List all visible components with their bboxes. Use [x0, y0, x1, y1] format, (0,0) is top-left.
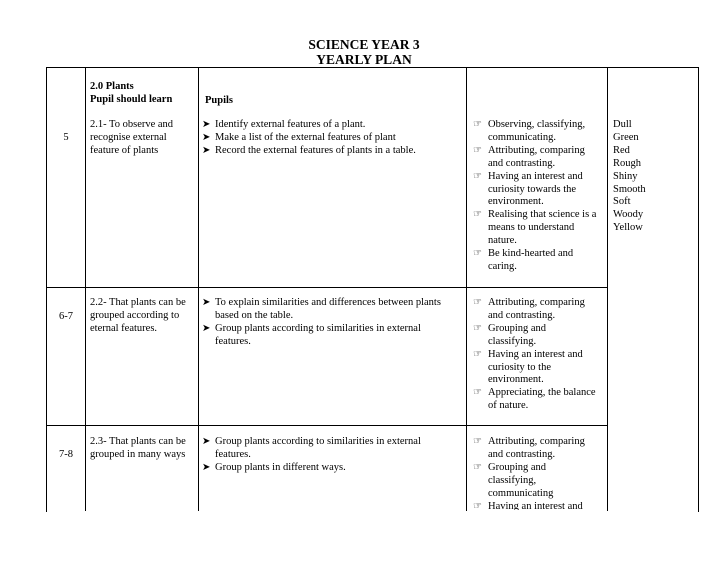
- arrow-bullet-icon: ➤: [202, 119, 211, 130]
- learning-objective: [90, 119, 196, 158]
- objective-line: 2.3- That plants can be: [90, 436, 186, 447]
- activity-item: ➤ Group plants in different ways.: [202, 461, 346, 473]
- skills-cell: [468, 436, 608, 510]
- skill-item: ☞ Be kind-hearted and caring.: [473, 248, 574, 272]
- arrow-bullet-icon: ➤: [202, 461, 211, 473]
- skill-item: ☞ Attributing, comparing and contrasting.: [473, 144, 585, 169]
- theme-heading: 2.0 Plants: [90, 81, 134, 92]
- objective-line: recognise external: [90, 131, 167, 143]
- learning-objective: [90, 297, 196, 336]
- skill-item: ☞ Observing, classifying, communicating.: [473, 119, 586, 143]
- vocabulary-cell: [613, 119, 693, 235]
- activities-cell: [201, 119, 463, 158]
- vocabulary-word: Shiny: [613, 170, 638, 182]
- activities-cell: [201, 297, 463, 349]
- skill-item: ☞ Grouping and classifying, communicating: [473, 461, 554, 499]
- skill-item: ☞ Attributing, comparing and contrasting.: [473, 436, 585, 460]
- column-divider: [85, 67, 86, 511]
- vocabulary-word: Red: [613, 144, 630, 156]
- activity-item: ➤ Group plants according to similarities in external features.: [202, 436, 421, 460]
- pointing-hand-icon: ☞: [473, 322, 482, 334]
- activity-item: ➤ Identify external features of a plant.: [202, 119, 366, 130]
- skill-item: ☞ Realising that science is a means to understand nature.: [473, 209, 597, 247]
- skill-item: ☞ Having an interest and curiosity to the environment.: [473, 348, 583, 386]
- objective-line: 2.2- That plants can be: [90, 297, 186, 308]
- activity-item: ➤ To explain similarities and differences between plants based on the table.: [202, 297, 441, 321]
- skills-cell: [468, 119, 608, 274]
- vocabulary-word: Rough: [613, 157, 642, 169]
- skill-item: ☞ Appreciating, the balance of nature.: [473, 387, 596, 412]
- skill-item: ☞ Having an interest and curiosity towards the environment.: [473, 170, 583, 208]
- activity-item: ➤ Group plants according to similarities in external features.: [202, 322, 421, 347]
- vocabulary-word: Smooth: [613, 183, 646, 195]
- pointing-hand-icon: ☞: [473, 144, 482, 156]
- week-cell: 5: [63, 132, 69, 143]
- learn-heading: Pupil should learn: [90, 94, 173, 105]
- activities-cell: [201, 436, 463, 475]
- vocabulary-word: Green: [613, 131, 639, 143]
- pointing-hand-icon: ☞: [473, 248, 482, 260]
- pointing-hand-icon: ☞: [473, 170, 482, 182]
- title-line-1: SCIENCE YEAR 3: [308, 37, 420, 52]
- vocabulary-word: Soft: [613, 196, 631, 208]
- objective-line: feature of plants: [90, 144, 159, 156]
- vocabulary-word: Yellow: [613, 222, 643, 234]
- arrow-bullet-icon: ➤: [202, 131, 211, 143]
- pointing-hand-icon: ☞: [473, 461, 482, 473]
- pointing-hand-icon: ☞: [473, 297, 482, 308]
- arrow-bullet-icon: ➤: [202, 322, 211, 334]
- pointing-hand-icon: ☞: [473, 119, 482, 130]
- learning-objective: [90, 436, 196, 462]
- pointing-hand-icon: ☞: [473, 436, 482, 447]
- skill-item: ☞ Grouping and classifying.: [473, 322, 547, 347]
- activity-item: ➤ Make a list of the external features of plant: [202, 131, 396, 143]
- pointing-hand-icon: ☞: [473, 500, 482, 510]
- column-divider: [466, 67, 467, 511]
- objective-line: grouped in many ways: [90, 448, 186, 460]
- pointing-hand-icon: ☞: [473, 387, 482, 399]
- skill-item: ☞ Attributing, comparing and contrasting.: [473, 297, 585, 321]
- skills-cell: [468, 297, 608, 413]
- arrow-bullet-icon: ➤: [202, 144, 211, 156]
- row-divider: [46, 425, 608, 426]
- column-divider: [198, 67, 199, 511]
- arrow-bullet-icon: ➤: [202, 436, 211, 447]
- objective-line: grouped according to: [90, 309, 180, 321]
- skill-item: ☞ Having an interest and: [468, 501, 608, 510]
- activity-item: ➤ Record the external features of plants in a table.: [202, 144, 416, 156]
- pointing-hand-icon: ☞: [473, 209, 482, 221]
- arrow-bullet-icon: ➤: [202, 297, 211, 308]
- objective-line: eternal features.: [90, 322, 158, 334]
- pointing-hand-icon: ☞: [473, 348, 482, 360]
- week-cell: 6-7: [59, 311, 73, 322]
- row-divider: [46, 287, 608, 288]
- title-line-2: YEARLY PLAN: [316, 52, 412, 67]
- vocabulary-word: Woody: [613, 209, 644, 221]
- objective-line: 2.1- To observe and: [90, 119, 174, 130]
- week-cell: 7-8: [59, 449, 73, 460]
- pupils-heading: Pupils: [205, 95, 234, 106]
- vocabulary-word: Dull: [613, 119, 632, 130]
